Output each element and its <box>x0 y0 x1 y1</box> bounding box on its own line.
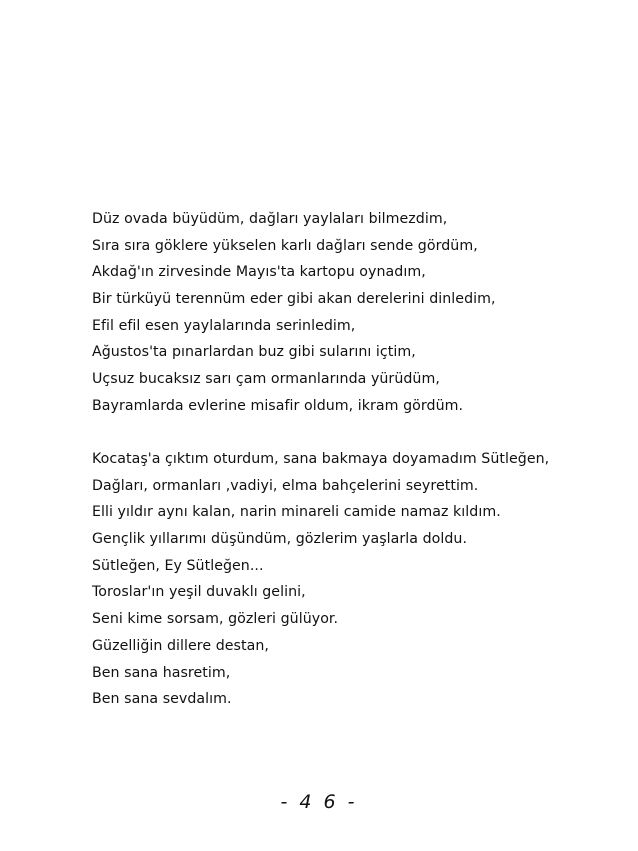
poem-line: Bayramlarda evlerine misafir oldum, ikram gördüm. <box>92 397 464 414</box>
poem-line: Güzelliğin dillere destan, <box>92 637 269 654</box>
poem-line: Bir türküyü terennüm eder gibi akan derelerini dinledim, <box>92 291 496 308</box>
poem-line: Uçsuz bucaksız sarı çam ormanlarında yürüdüm, <box>92 371 440 388</box>
page-number: - 4 6 - <box>280 791 358 813</box>
poem-line: Ben sana hasretim, <box>92 664 231 681</box>
poem-line: Düz ovada büyüdüm, dağları yaylaları bilmezdim, <box>92 211 448 227</box>
poem-line: Ben sana sevdalım. <box>92 691 232 708</box>
poem-line: Gençlik yıllarımı düşündüm, gözlerim yaşlarla doldu. <box>92 531 468 548</box>
poem-line: Kocataş'a çıktım oturdum, sana bakmaya doyamadım Sütleğen, <box>92 451 550 467</box>
poem-line: Seni kime sorsam, gözleri gülüyor. <box>92 611 339 628</box>
poem-line: Efil efil esen yaylalarında serinledim, <box>92 317 356 334</box>
poem-line: Elli yıldır aynı kalan, narin minareli camide namaz kıldım. <box>92 504 501 521</box>
poem-line: Sıra sıra göklere yükselen karlı dağları sende gördüm, <box>92 237 478 254</box>
poem-stanza-2 <box>92 446 612 713</box>
poem-line: Sütleğen, Ey Sütleğen... <box>92 557 264 574</box>
poem-line: Dağları, ormanları ,vadiyi, elma bahçelerini seyrettim. <box>92 477 479 494</box>
poem-stanza-1 <box>92 206 612 420</box>
poem-line: Ağustos'ta pınarlardan buz gibi sularını içtim, <box>92 344 416 361</box>
poem-line: Toroslar'ın yeşil duvaklı gelini, <box>92 584 306 601</box>
poem-line: Akdağ'ın zirvesinde Mayıs'ta kartopu oynadım, <box>92 264 426 281</box>
